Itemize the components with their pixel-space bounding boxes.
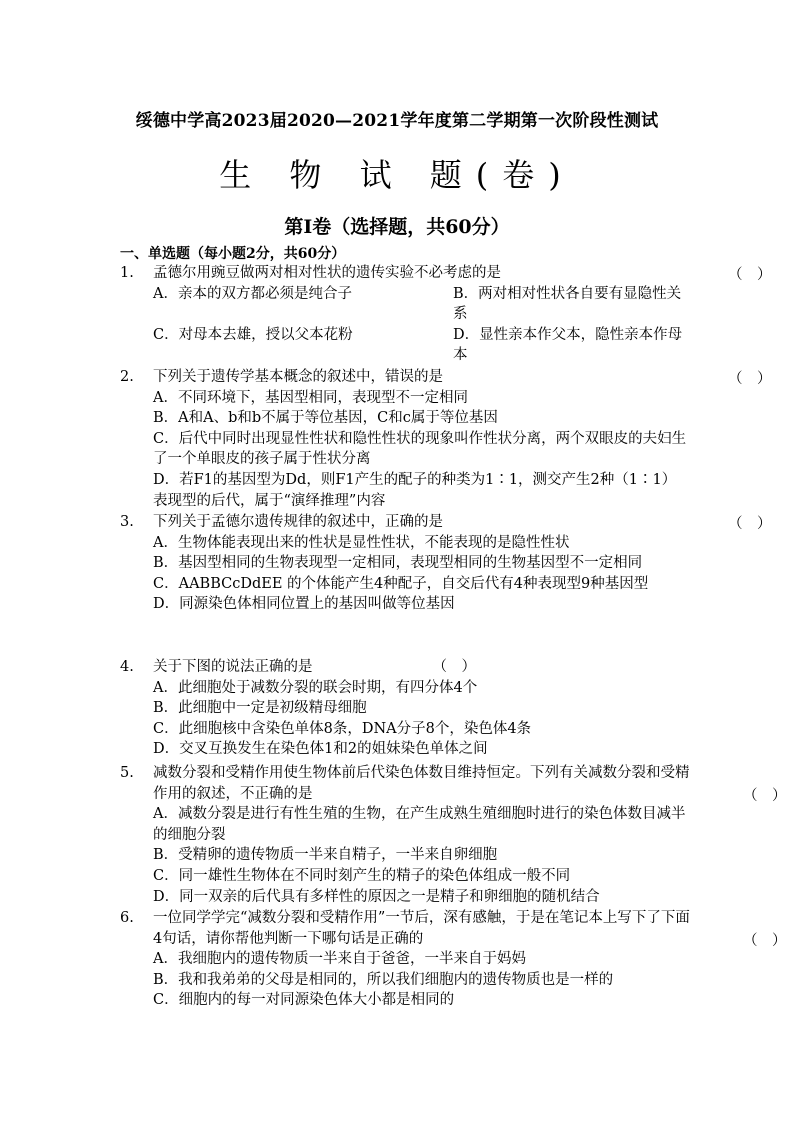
answer-paren-3: （ ） <box>728 516 772 532</box>
question-6 <box>120 908 690 1011</box>
school-title: 绥德中学高2023届2020—2021学年度第二学期第一次阶段性测试 <box>135 111 659 131</box>
option-c: C．AABBCcDdEE 的个体能产生4种配子，自交后代有4种表现型9种基因型 <box>153 575 649 592</box>
option-d: D．显性亲本作父本，隐性亲本作母本 <box>453 326 683 364</box>
question-number: 2. <box>120 369 134 385</box>
option-b: B．我和我弟弟的父母是相同的，所以我们细胞内的遗传物质也是一样的 <box>153 971 614 988</box>
option-b: B．两对相对性状各自要有显隐性关系 <box>453 285 682 323</box>
question-stem: 下列关于遗传学基本概念的叙述中，错误的是 <box>153 369 443 385</box>
question-4 <box>120 657 690 760</box>
option-a: A．不同环境下，基因型相同，表现型不一定相同 <box>153 389 468 406</box>
question-stem: 减数分裂和受精作用使生物体前后代染色体数目维持恒定。下列有关减数分裂和受精作用的叙述，不正确的是 <box>153 765 690 802</box>
option-d: D．同源染色体相同位置上的基因叫做等位基因 <box>153 596 455 613</box>
question-2 <box>120 367 690 511</box>
option-d: D．若F1的基因型为Dd，则F1产生的配子的种类为1∶1，测交产生2种（1∶1）表现型的后代，属于“演绎推理”内容 <box>153 471 677 509</box>
option-c: C．对母本去雄，授以父本花粉 <box>153 326 353 343</box>
question-number: 3. <box>120 514 134 530</box>
answer-paren-5: （ ） <box>743 788 787 804</box>
option-d: D．同一双亲的后代具有多样性的原因之一是精子和卵细胞的随机结合 <box>153 888 600 905</box>
question-1 <box>120 263 690 366</box>
option-b: B．基因型相同的生物表现型一定相同，表现型相同的生物基因型不一定相同 <box>153 555 643 572</box>
question-stem: 一位同学学完“减数分裂和受精作用”一节后，深有感触，于是在笔记本上写下了下面4句话，请你帮他判断一下哪句话是正确的 <box>153 910 690 947</box>
answer-paren-2: （ ） <box>728 371 772 387</box>
question-3 <box>120 512 690 615</box>
option-a: A．生物体能表现出来的性状是显性性状，不能表现的是隐性性状 <box>153 534 570 551</box>
option-a: A．此细胞处于减数分裂的联会时期，有四分体4个 <box>153 679 478 696</box>
option-d: D．交叉互换发生在染色体1和2的姐妹染色单体之间 <box>153 741 488 758</box>
option-c: C．同一雄性生物体在不同时刻产生的精子的染色体组成一般不同 <box>153 867 571 884</box>
answer-paren-6: （ ） <box>743 933 787 949</box>
option-a: A．我细胞内的遗传物质一半来自于爸爸，一半来自于妈妈 <box>153 951 526 968</box>
answer-paren-1: （ ） <box>728 267 772 283</box>
option-a: A．亲本的双方都必须是纯合子 <box>153 285 352 302</box>
section-heading: 一、单选题（每小题2分，共60分） <box>120 246 346 262</box>
option-b: B．此细胞中一定是初级精母细胞 <box>153 700 367 717</box>
question-number: 5. <box>120 765 134 781</box>
question-number: 6. <box>120 910 134 926</box>
option-b: B．受精卵的遗传物质一半来自精子，一半来自卵细胞 <box>153 847 498 864</box>
main-title: 生 物 试 题(卷) <box>219 156 575 194</box>
question-stem: 孟德尔用豌豆做两对相对性状的遗传实验不必考虑的是 <box>153 265 501 281</box>
option-c: C．细胞内的每一对同源染色体大小都是相同的 <box>153 992 455 1009</box>
question-number: 1. <box>120 265 134 281</box>
question-5 <box>120 763 690 907</box>
question-stem: 关于下图的说法正确的是 <box>153 659 313 675</box>
part-title: 第Ⅰ卷（选择题，共60分） <box>284 216 510 238</box>
option-c: C．此细胞核中含染色单体8条，DNA分子8个，染色体4条 <box>153 720 532 737</box>
answer-paren-4: （ ） <box>432 659 476 675</box>
option-c: C．后代中同时出现显性性状和隐性性状的现象叫作性状分离，两个双眼皮的夫妇生了一个单眼皮的孩子属于性状分离 <box>153 430 687 468</box>
question-number: 4. <box>120 659 134 675</box>
option-b: B．A和A、b和b不属于等位基因，C和c属于等位基因 <box>153 410 498 427</box>
option-a: A．减数分裂是进行有性生殖的生物，在产生成熟生殖细胞时进行的染色体数目减半的细胞分裂 <box>153 806 686 843</box>
question-stem: 下列关于孟德尔遗传规律的叙述中，正确的是 <box>153 514 443 530</box>
